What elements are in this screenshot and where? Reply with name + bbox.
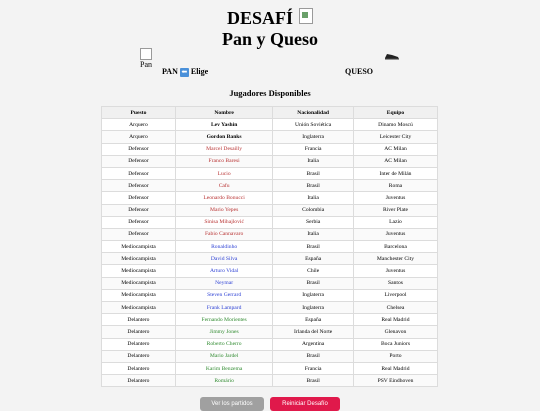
pan-image	[140, 48, 162, 68]
player-name[interactable]: Franco Baresi	[175, 155, 272, 167]
pan-label-text: PAN	[162, 67, 178, 76]
player-team: Roma	[353, 180, 437, 192]
player-team: Chelsea	[353, 302, 437, 314]
table-row	[102, 192, 438, 204]
player-position: Defensor	[102, 204, 176, 216]
player-nationality: Inglaterra	[273, 302, 354, 314]
table-row	[102, 253, 438, 265]
player-nationality: Brasil	[273, 241, 354, 253]
player-nationality: Brasil	[273, 167, 354, 179]
player-nationality: Francia	[273, 362, 354, 374]
table-row	[102, 180, 438, 192]
player-position: Defensor	[102, 180, 176, 192]
player-name[interactable]: Fernando Morientes	[175, 314, 272, 326]
player-nationality: Brasil	[273, 180, 354, 192]
player-team: Dinamo Moscú	[353, 119, 437, 131]
player-name[interactable]: Arturo Vidal	[175, 265, 272, 277]
player-name[interactable]: Steven Gerrard	[175, 289, 272, 301]
table-row	[102, 155, 438, 167]
table-row	[102, 338, 438, 350]
reset-challenge-button[interactable]: Reiniciar Desafío	[270, 397, 340, 411]
player-position: Delantero	[102, 338, 176, 350]
broken-image-icon	[299, 8, 313, 24]
player-team: Manchester City	[353, 253, 437, 265]
title-line1: DESAFÍ	[226, 8, 293, 28]
table-row	[102, 131, 438, 143]
player-team: Real Madrid	[353, 314, 437, 326]
page-title	[0, 8, 540, 50]
player-team: Juventus	[353, 265, 437, 277]
player-team: Boca Juniors	[353, 338, 437, 350]
player-position: Defensor	[102, 216, 176, 228]
table-row	[102, 119, 438, 131]
player-nationality: Argentina	[273, 338, 354, 350]
column-header: Equipo	[353, 107, 437, 119]
player-position: Defensor	[102, 167, 176, 179]
player-position: Mediocampista	[102, 289, 176, 301]
pan-image-alt: Pan	[140, 60, 152, 69]
column-header: Puesto	[102, 107, 176, 119]
broken-image-icon	[140, 48, 152, 60]
player-position: Mediocampista	[102, 241, 176, 253]
table-row	[102, 302, 438, 314]
player-team: Porto	[353, 350, 437, 362]
player-position: Mediocampista	[102, 277, 176, 289]
player-nationality: Unión Soviética	[273, 119, 354, 131]
column-header: Nombre	[175, 107, 272, 119]
table-row	[102, 241, 438, 253]
player-position: Mediocampista	[102, 265, 176, 277]
column-header: Nacionalidad	[273, 107, 354, 119]
player-nationality: Italia	[273, 192, 354, 204]
player-team: Leicester City	[353, 131, 437, 143]
view-matches-button[interactable]: Ver los partidos	[200, 397, 264, 411]
player-position: Arquero	[102, 119, 176, 131]
player-nationality: Brasil	[273, 375, 354, 387]
player-nationality: España	[273, 253, 354, 265]
player-nationality: Italia	[273, 155, 354, 167]
player-position: Defensor	[102, 228, 176, 240]
player-team: AC Milan	[353, 155, 437, 167]
players-table	[101, 106, 438, 387]
player-team: Barcelona	[353, 241, 437, 253]
player-team: River Plate	[353, 204, 437, 216]
player-team: Juventus	[353, 228, 437, 240]
player-team: PSV Eindhoven	[353, 375, 437, 387]
table-row	[102, 167, 438, 179]
player-position: Defensor	[102, 155, 176, 167]
player-name[interactable]: Frank Lampard	[175, 302, 272, 314]
table-row	[102, 265, 438, 277]
player-name[interactable]: Ronaldinho	[175, 241, 272, 253]
table-header-row	[102, 107, 438, 119]
player-position: Arquero	[102, 131, 176, 143]
player-position: Delantero	[102, 375, 176, 387]
player-team: AC Milan	[353, 143, 437, 155]
player-nationality: Inglaterra	[273, 131, 354, 143]
player-nationality: Colombia	[273, 204, 354, 216]
table-row	[102, 362, 438, 374]
player-name[interactable]: Mario Jardel	[175, 350, 272, 362]
player-nationality: Francia	[273, 143, 354, 155]
player-nationality: Italia	[273, 228, 354, 240]
player-position: Mediocampista	[102, 302, 176, 314]
player-position: Delantero	[102, 326, 176, 338]
queso-team-label[interactable]: QUESO	[345, 67, 374, 76]
table-row	[102, 216, 438, 228]
table-row	[102, 326, 438, 338]
player-name[interactable]: Neymar	[175, 277, 272, 289]
table-row	[102, 228, 438, 240]
title-line2: Pan y Queso	[221, 29, 318, 49]
player-nationality: Chile	[273, 265, 354, 277]
table-row	[102, 314, 438, 326]
player-nationality: España	[273, 314, 354, 326]
table-row	[102, 375, 438, 387]
player-nationality: Serbia	[273, 216, 354, 228]
player-team: Liverpool	[353, 289, 437, 301]
player-position: Mediocampista	[102, 253, 176, 265]
player-position: Delantero	[102, 362, 176, 374]
player-name[interactable]: Mario Yepes	[175, 204, 272, 216]
player-name[interactable]: Roberto Cherro	[175, 338, 272, 350]
player-team: Juventus	[353, 192, 437, 204]
pan-team-label[interactable]	[162, 67, 208, 77]
player-position: Delantero	[102, 314, 176, 326]
shoe-icon	[384, 52, 400, 60]
table-row	[102, 289, 438, 301]
player-nationality: Brasil	[273, 350, 354, 362]
player-position: Defensor	[102, 143, 176, 155]
player-name[interactable]: Gordon Banks	[175, 131, 272, 143]
player-team: Santos	[353, 277, 437, 289]
player-position: Delantero	[102, 350, 176, 362]
table-row	[102, 350, 438, 362]
player-name[interactable]: Lucio	[175, 167, 272, 179]
player-team: Real Madrid	[353, 362, 437, 374]
table-row	[102, 204, 438, 216]
available-players-heading: Jugadores Disponibles	[229, 88, 311, 98]
player-name[interactable]: Romário	[175, 375, 272, 387]
player-name[interactable]: Leonardo Bonucci	[175, 192, 272, 204]
player-name[interactable]: Sinisa Mihajlović	[175, 216, 272, 228]
player-position: Defensor	[102, 192, 176, 204]
player-nationality: Brasil	[273, 277, 354, 289]
player-name[interactable]: Marcel Desailly	[175, 143, 272, 155]
player-name[interactable]: Cafu	[175, 180, 272, 192]
pan-action-text: Elige	[190, 67, 209, 76]
table-row	[102, 277, 438, 289]
player-nationality: Inglaterra	[273, 289, 354, 301]
player-team: Inter de Milán	[353, 167, 437, 179]
team-selection-area	[0, 48, 540, 80]
player-name[interactable]: Fabio Cannavaro	[175, 228, 272, 240]
player-name[interactable]: David Silva	[175, 253, 272, 265]
left-arrow-icon: ⬅	[181, 67, 188, 76]
player-name[interactable]: Lev Yashin	[175, 119, 272, 131]
player-team: Lazio	[353, 216, 437, 228]
player-name[interactable]: Jimmy Jones	[175, 326, 272, 338]
player-name[interactable]: Karim Benzema	[175, 362, 272, 374]
table-row	[102, 143, 438, 155]
player-team: Glenavon	[353, 326, 437, 338]
player-nationality: Irlanda del Norte	[273, 326, 354, 338]
